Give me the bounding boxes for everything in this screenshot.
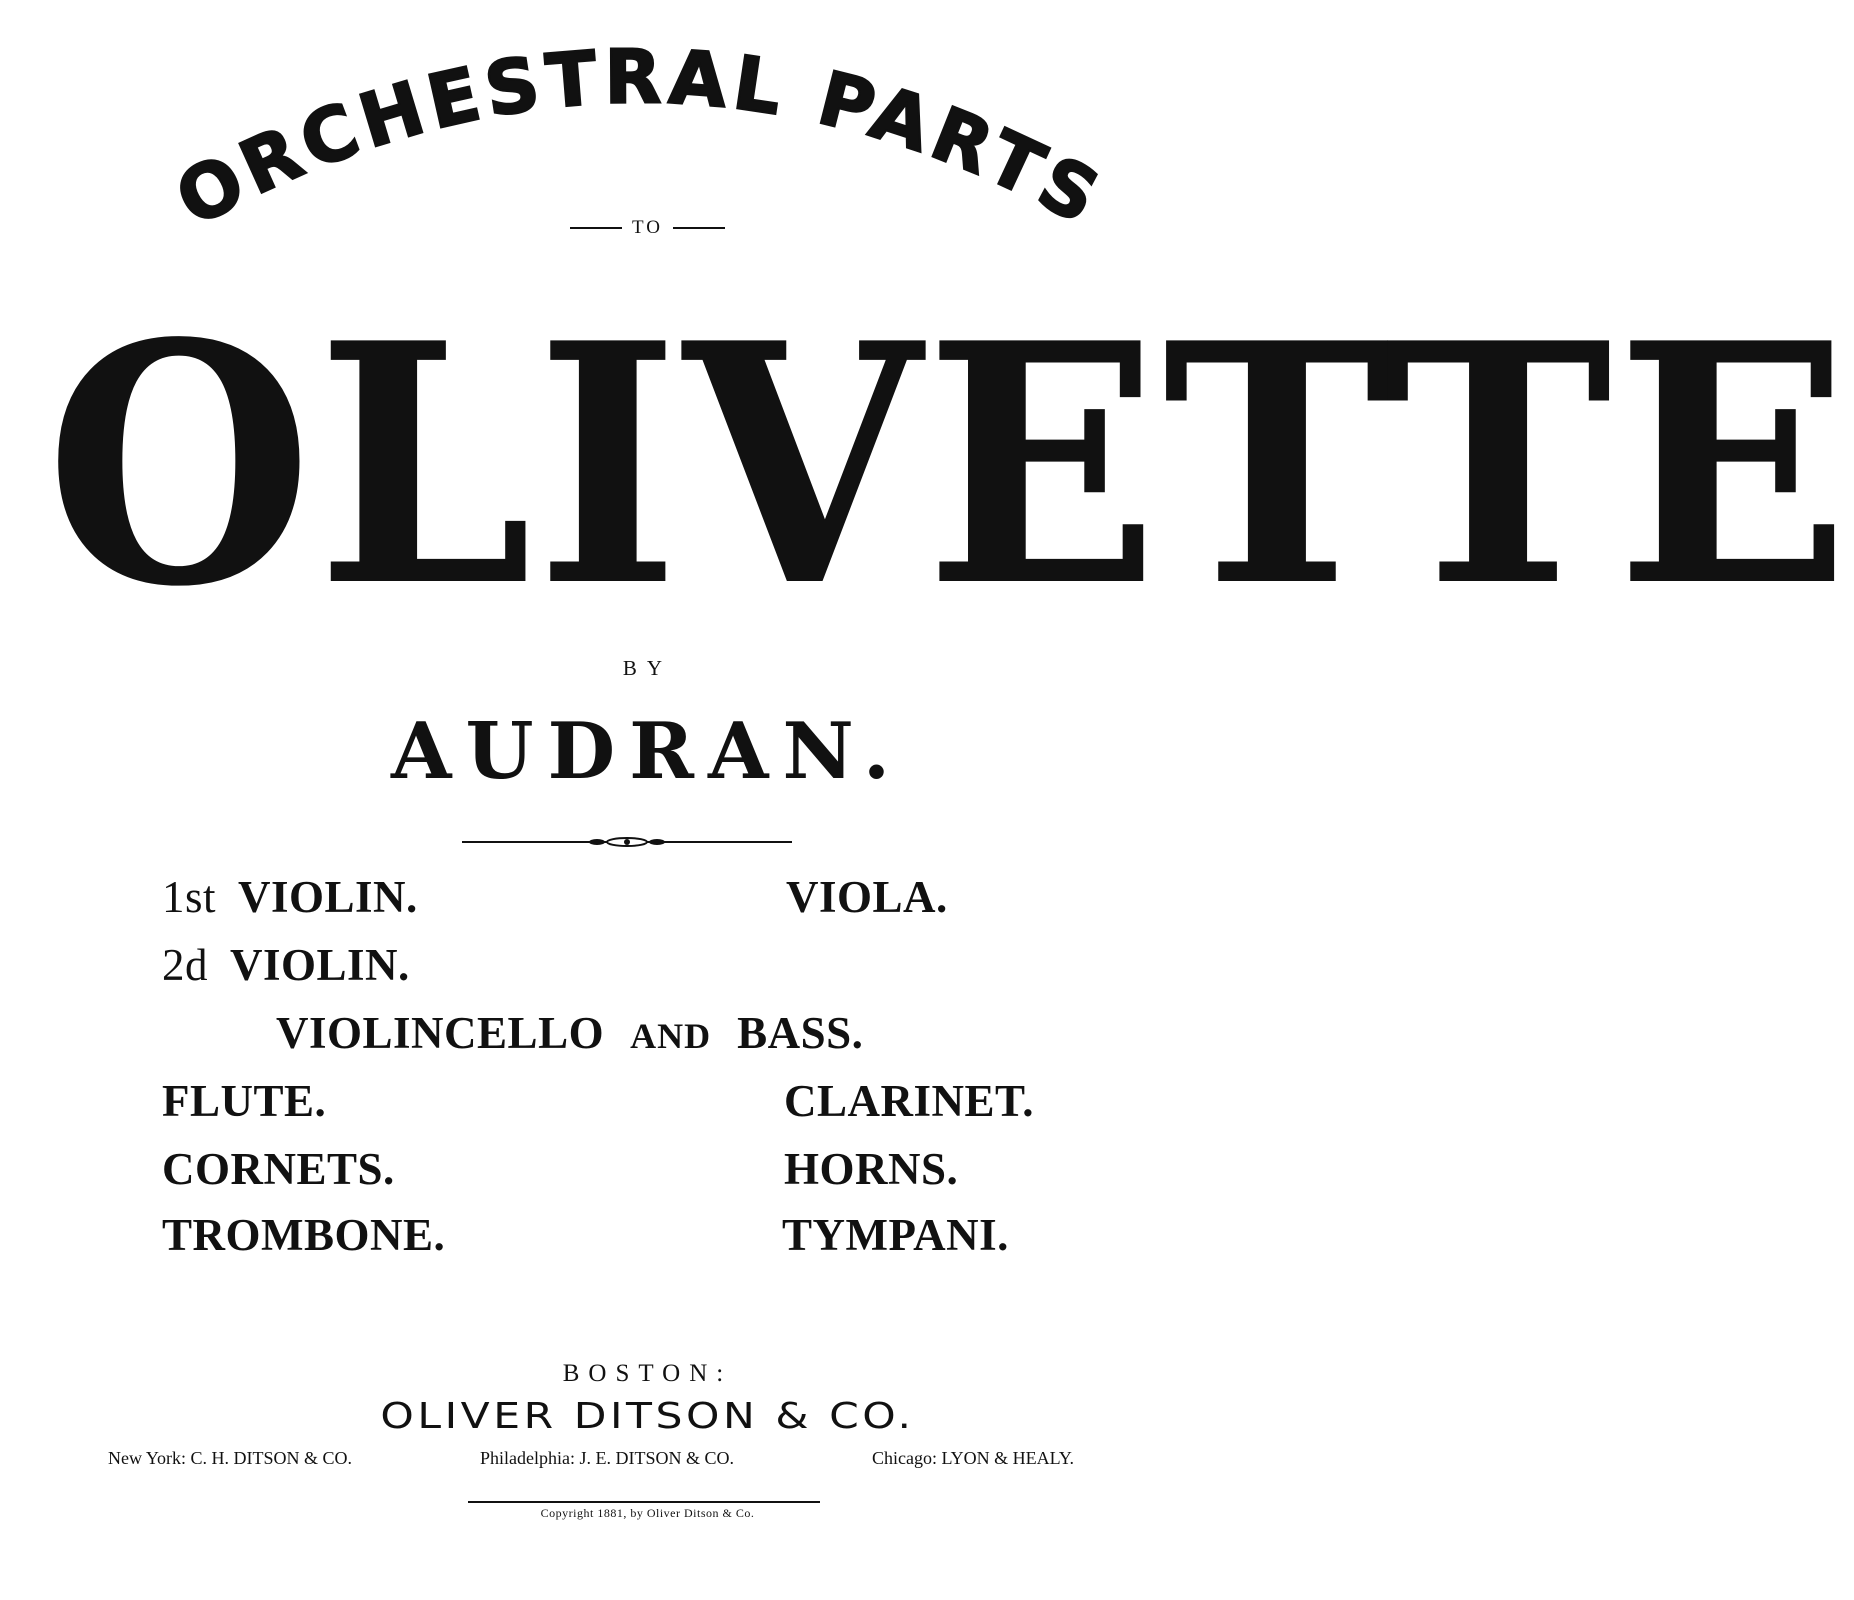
first-violin-label: VIOLIN. (238, 872, 418, 922)
agent-chicago: Chicago: LYON & HEALY. (872, 1448, 1075, 1468)
part-horns: HORNS. (784, 1144, 959, 1194)
and-word: AND (630, 1016, 712, 1056)
publisher-name: OLIVER DITSON & CO. (380, 1396, 915, 1437)
to-connector (0, 218, 1295, 237)
part-viola: VIOLA. (786, 872, 948, 922)
part-tympani: TYMPANI. (782, 1210, 1009, 1260)
part-trombone: TROMBONE. (162, 1210, 446, 1260)
left-rule (570, 227, 622, 229)
orchestral-parts-heading: ORCHESTRAL PARTS (162, 40, 1118, 240)
right-rule (673, 227, 725, 229)
ornament-divider (462, 836, 792, 848)
second-violin-label: VIOLIN. (230, 940, 410, 990)
arched-heading (160, 40, 1120, 240)
by-connector (0, 658, 1295, 679)
bottom-rule (468, 1501, 820, 1503)
cello-label: VIOLINCELLO (276, 1008, 605, 1058)
to-word: TO (632, 217, 663, 238)
part-first-violin (162, 872, 418, 922)
part-cornets: CORNETS. (162, 1144, 395, 1194)
part-second-violin (162, 940, 410, 990)
agent-philadelphia: Philadelphia: J. E. DITSON & CO. (480, 1448, 734, 1468)
part-flute: FLUTE. (162, 1076, 327, 1126)
second-violin-number: 2d (162, 940, 208, 990)
publisher-city: BOSTON: (562, 1360, 733, 1387)
copyright-notice: Copyright 1881, by Oliver Ditson & Co. (540, 1506, 755, 1520)
by-word: BY (622, 656, 673, 680)
first-violin-number: 1st (162, 872, 217, 922)
agent-new-york: New York: C. H. DITSON & CO. (108, 1448, 353, 1468)
part-cello-and-bass (276, 1008, 863, 1061)
part-clarinet: CLARINET. (784, 1076, 1034, 1126)
composer-name: AUDRAN. (391, 706, 904, 797)
work-title: OLIVETTE (45, 271, 1854, 659)
bass-label: BASS. (737, 1008, 864, 1058)
